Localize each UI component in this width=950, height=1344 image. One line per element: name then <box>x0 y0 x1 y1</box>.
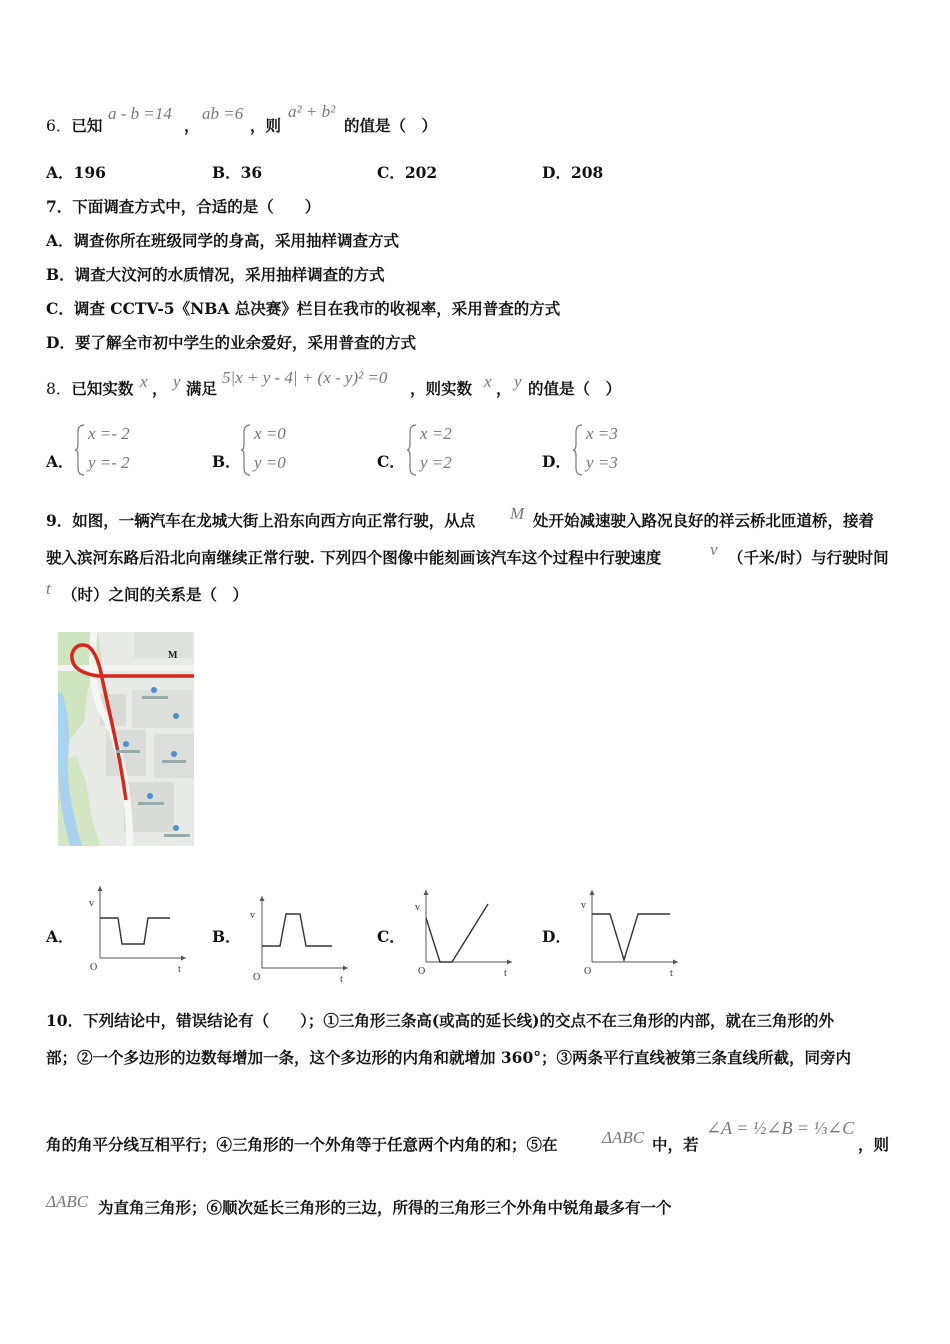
q10-angle-equation: ∠A = ½∠B = ⅓∠C <box>706 1118 855 1138</box>
map-label-m: M <box>168 650 178 661</box>
axis-v-label: v <box>581 900 586 911</box>
q8-comma: ， <box>152 379 168 398</box>
q9-line2-b: （千米/时）与行驶时间 <box>728 548 889 567</box>
graph-d <box>578 888 682 980</box>
q8-post-2: 的值是（ ） <box>528 379 622 398</box>
q8-option-c-letter: C． <box>377 452 405 471</box>
q7-stem: 7．下面调查方式中，合适的是（ ） <box>46 197 321 216</box>
q6-option-d: D．208 <box>542 163 604 182</box>
q6-sep-1: ， <box>184 116 200 135</box>
q6-post: 的值是（ ） <box>344 116 438 135</box>
axis-t-label: t <box>178 964 181 975</box>
q8-option-b-line1: x =0 <box>254 424 286 443</box>
q9-var-v: v <box>710 540 718 559</box>
q8-option-b-letter: B． <box>212 452 241 471</box>
axis-t-label: t <box>504 968 507 979</box>
q9-line1-a: 9．如图，一辆汽车在龙城大街上沿东向西方向正常行驶，从点 <box>46 511 476 530</box>
axis-origin-label: O <box>253 972 261 983</box>
q8-var-y: y <box>173 372 181 391</box>
q6-condition-2: ab =6 <box>202 104 244 123</box>
brace-icon <box>406 424 418 476</box>
q6-option-a: A．196 <box>46 163 106 182</box>
q7-option-a: A．调查你所在班级同学的身高，采用抽样调查方式 <box>46 231 400 250</box>
q8-option-a-line2: y =- 2 <box>88 453 130 472</box>
graph-b <box>248 894 352 986</box>
q9-option-c-letter: C． <box>377 927 405 946</box>
q10-line2: 部；②一个多边形的边数每增加一条，这个多边形的内角和就增加 360°；③两条平行直线被第三条直线所截，同旁内 <box>46 1048 852 1067</box>
axis-origin-label: O <box>418 966 426 977</box>
q8-post-1: ，则实数 <box>410 379 473 398</box>
q7-option-d: D．要了解全市初中学生的业余爱好，采用普查的方式 <box>46 333 416 352</box>
brace-icon <box>74 424 86 476</box>
q6-option-b: B．36 <box>212 163 263 182</box>
q9-option-b-letter: B． <box>212 927 241 946</box>
q9-line3: （时）之间的关系是（ ） <box>62 585 249 604</box>
route-map <box>58 632 194 846</box>
q10-line4: 为直角三角形；⑥顺次延长三角形的三边，所得的三角形三个外角中锐角最多有一个 <box>98 1198 672 1217</box>
q9-option-d-letter: D． <box>542 927 571 946</box>
q9-point-m: M <box>510 504 525 523</box>
q8-option-d-letter: D． <box>542 452 571 471</box>
q8-var-x-2: x <box>484 372 492 391</box>
q6-option-c: C．202 <box>377 163 438 182</box>
q8-option-d-line1: x =3 <box>586 424 618 443</box>
q10-triangle-2: ΔABC <box>46 1192 89 1211</box>
q10-line3-b: 中，若 <box>652 1135 699 1154</box>
q7-option-b: B．调查大汶河的水质情况，采用抽样调查的方式 <box>46 265 385 284</box>
q9-var-t: t <box>46 579 51 598</box>
q8-var-x: x <box>140 372 148 391</box>
q6-sep-2: ，则 <box>250 116 282 135</box>
brace-icon <box>240 424 252 476</box>
q10-line1: 10．下列结论中，错误结论有（ ）；①三角形三条高(或高的延长线)的交点不在三角形的内部，就在三角形的外 <box>46 1011 834 1030</box>
q9-option-a-letter: A． <box>46 927 74 946</box>
q9-line1-b: 处开始减速驶入路况良好的祥云桥北匝道桥，接着 <box>533 511 875 530</box>
graph-c <box>412 888 516 980</box>
axis-t-label: t <box>340 974 343 985</box>
q8-comma-2: ， <box>496 379 512 398</box>
q8-option-a-letter: A． <box>46 452 74 471</box>
q10-triangle-1: ΔABC <box>602 1128 645 1147</box>
axis-t-label: t <box>670 968 673 979</box>
axis-v-label: v <box>250 910 255 921</box>
q10-line3-a: 角的角平分线互相平行；④三角形的一个外角等于任意两个内角的和；⑤在 <box>46 1135 558 1154</box>
graph-a <box>86 884 190 976</box>
q8-option-c-line2: y =2 <box>420 453 452 472</box>
q8-var-y-2: y <box>514 372 522 391</box>
q8-mid: 满足 <box>186 379 218 398</box>
q9-line2-a: 驶入滨河东路后沿北向南继续正常行驶. 下列四个图像中能刻画该汽车这个过程中行驶速度 <box>46 548 662 567</box>
axis-v-label: v <box>89 898 94 909</box>
q6-condition-1: a - b =14 <box>108 104 172 123</box>
q8-option-d-line2: y =3 <box>586 453 618 472</box>
axis-v-label: v <box>415 902 420 913</box>
q8-option-c-line1: x =2 <box>420 424 452 443</box>
q6-expression: a² + b² <box>288 102 336 121</box>
axis-origin-label: O <box>90 962 98 973</box>
q6-pre: 已知 <box>71 116 103 135</box>
q8-stem-start: 8．已知实数 <box>46 379 134 398</box>
q8-option-b-line2: y =0 <box>254 453 286 472</box>
brace-icon <box>572 424 584 476</box>
q10-line3-c: ，则 <box>858 1135 890 1154</box>
q8-equation: 5|x + y - 4| + (x - y)² =0 <box>222 368 388 387</box>
q8-option-a-line1: x =- 2 <box>88 424 130 443</box>
q6-number: 6． <box>46 117 72 135</box>
q7-option-c: C．调查 CCTV-5《NBA 总决赛》栏目在我市的收视率，采用普查的方式 <box>46 299 561 318</box>
axis-origin-label: O <box>584 966 592 977</box>
q6-stem <box>46 114 102 136</box>
